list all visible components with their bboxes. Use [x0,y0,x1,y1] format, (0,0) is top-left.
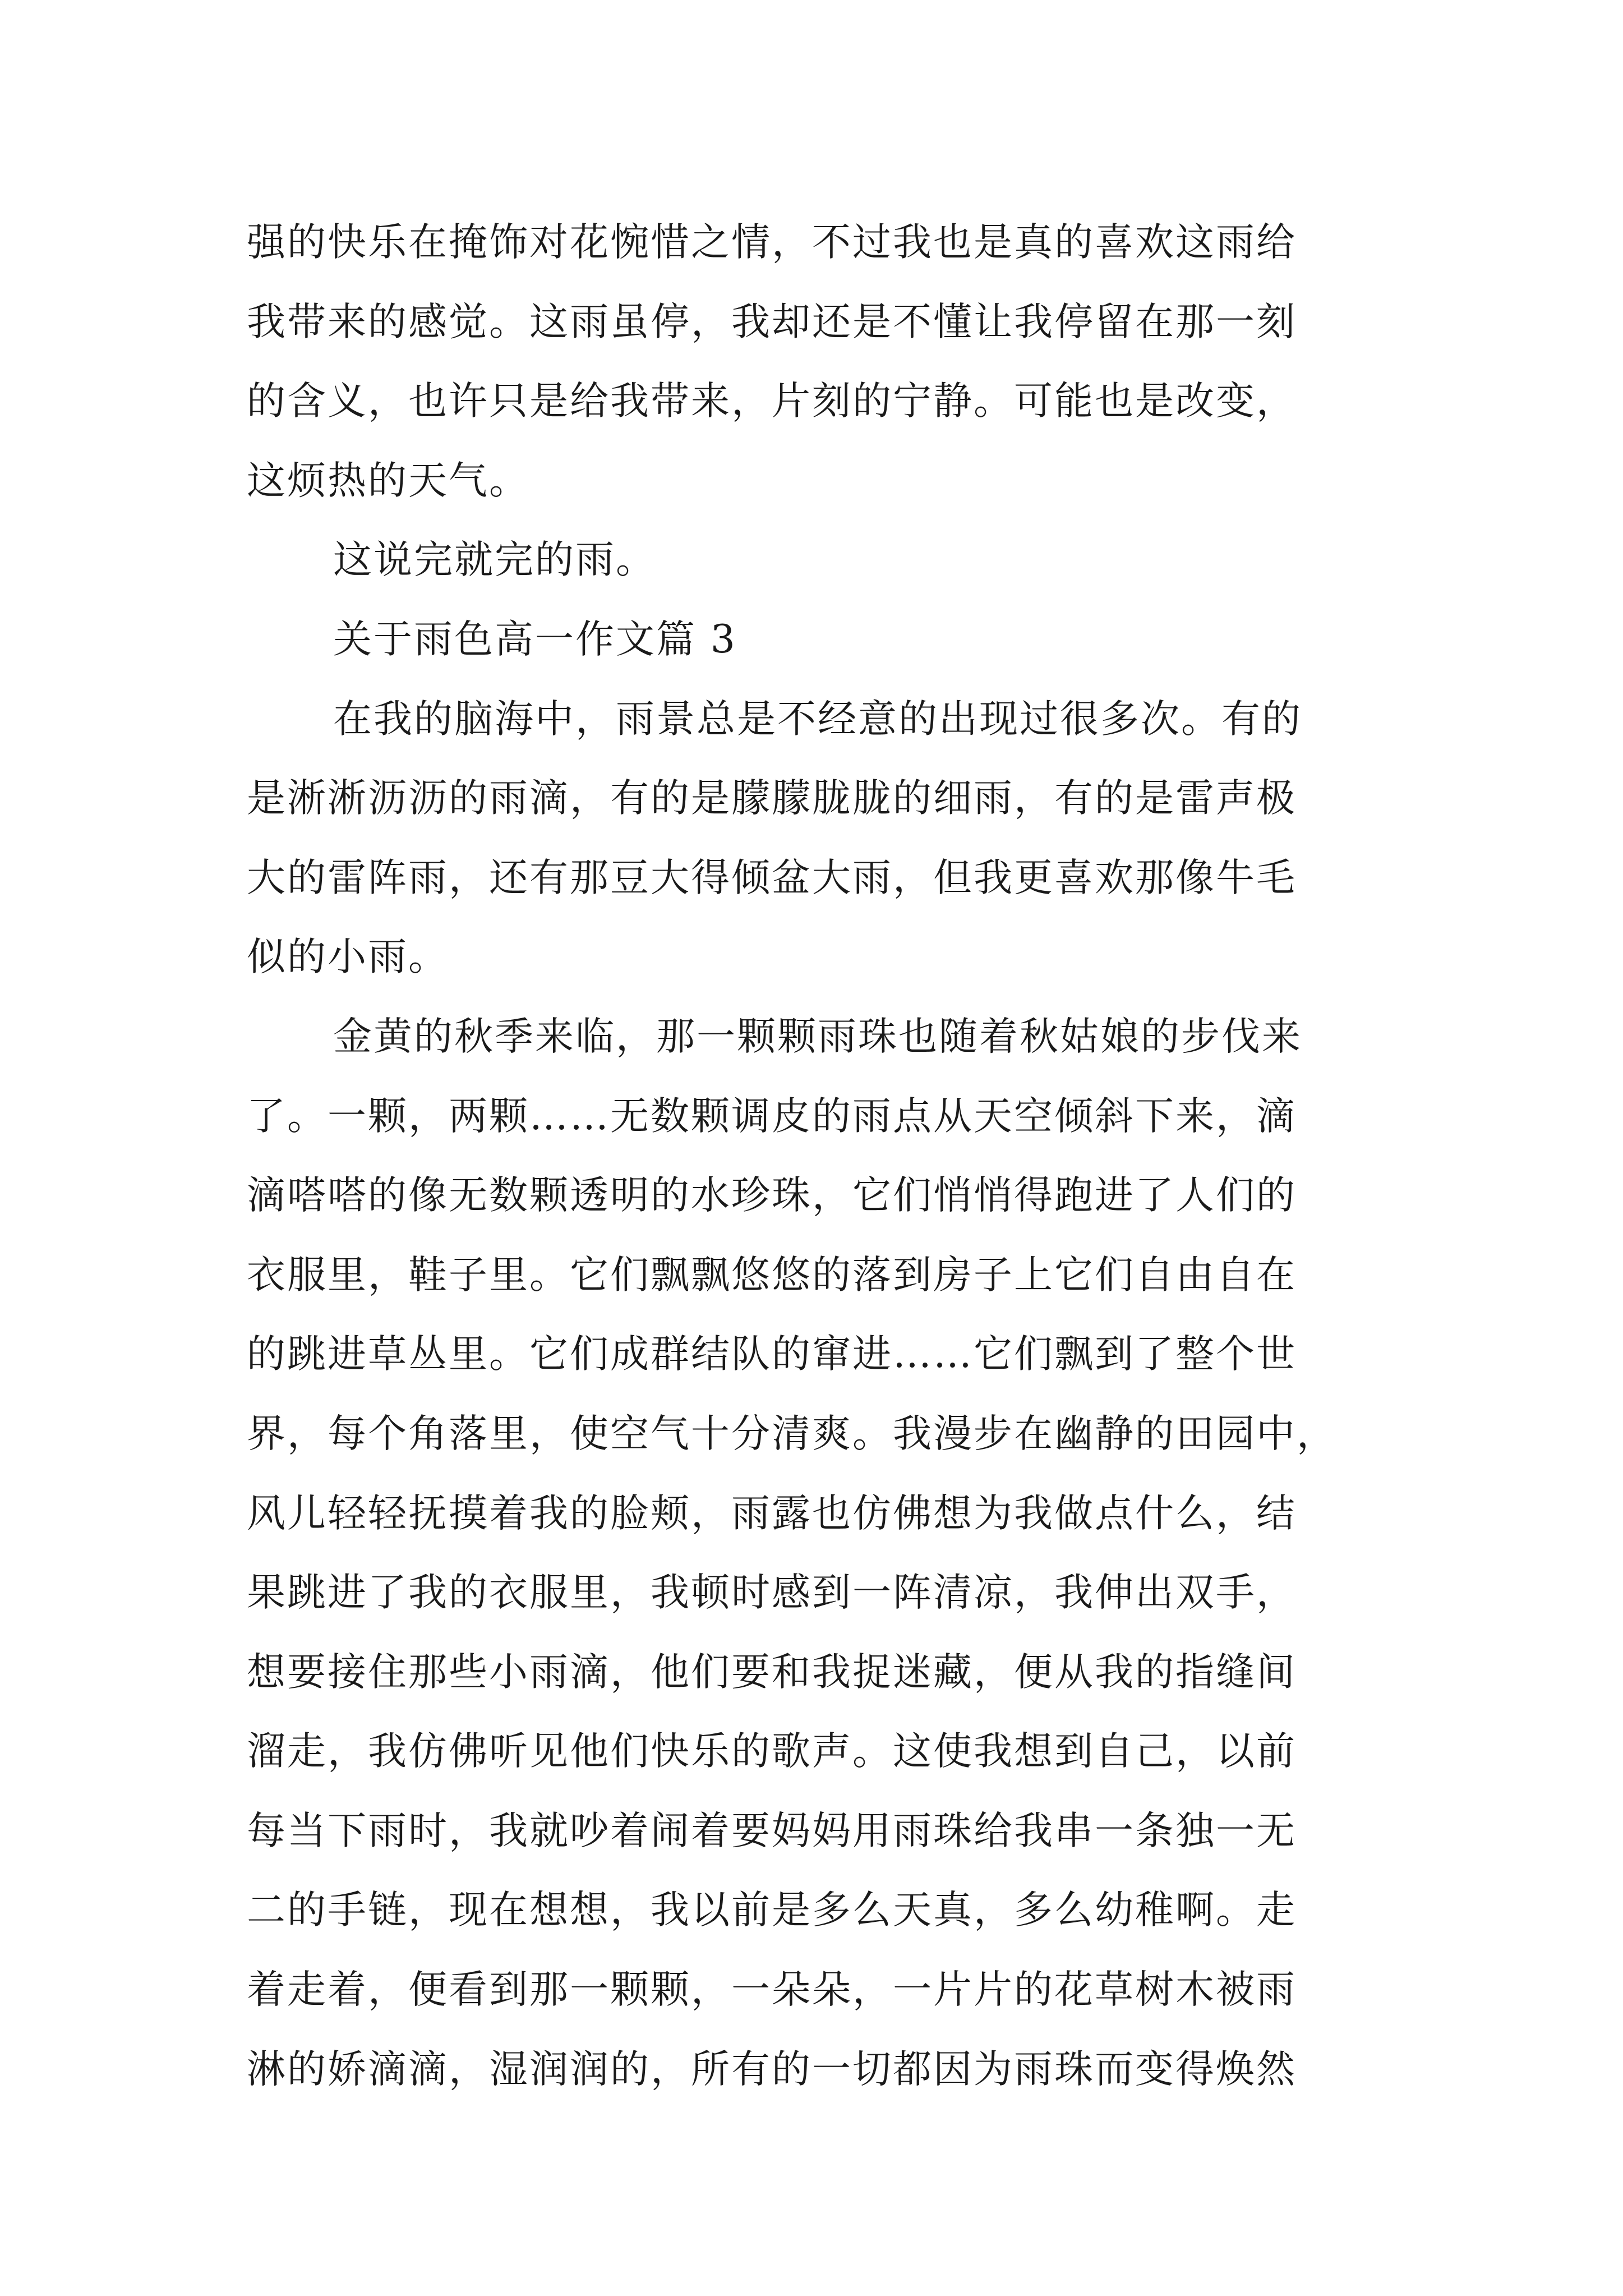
paragraph-3 [247,680,1413,997]
paragraph-1 [247,203,1413,521]
text-line: 这烦热的天气。 [247,458,529,503]
heading-line: 关于雨色高一作文篇 3 [333,616,737,662]
text-line: 二的手链，现在想想，我以前是多么天真，多么幼稚啊。走 [247,1888,1297,1933]
text-line: 衣服里，鞋子里。它们飘飘悠悠的落到房子上它们自由自在 [247,1252,1297,1297]
text-line: 我带来的感觉。这雨虽停，我却还是不懂让我停留在那一刻 [247,299,1297,344]
text-line: 在我的脑海中，雨景总是不经意的出现过很多次。有的 [333,696,1302,742]
paragraph-4 [247,997,1413,2109]
text-line: 想要接住那些小雨滴，他们要和我捉迷藏，便从我的指缝间 [247,1649,1297,1695]
text-line: 这说完就完的雨。 [333,537,656,583]
paragraph-2 [247,521,1413,600]
text-line: 着走着，便看到那一颗颗，一朵朵，一片片的花草树木被雨 [247,1967,1297,2013]
text-line: 风儿轻轻抚摸着我的脸颊，雨露也仿佛想为我做点什么，结 [247,1490,1297,1536]
text-line: 大的雷阵雨，还有那豆大得倾盆大雨，但我更喜欢那像牛毛 [247,855,1297,900]
text-line: 溜走，我仿佛听见他们快乐的歌声。这使我想到自己，以前 [247,1729,1297,1774]
text-line: 了。一颗，两颗……无数颗调皮的雨点从天空倾斜下来，滴 [247,1093,1297,1139]
text-line: 界，每个角落里，使空气十分清爽。我漫步在幽静的田园中， [247,1411,1337,1456]
document-body [247,203,1413,2109]
text-line: 果跳进了我的衣服里，我顿时感到一阵清凉，我伸出双手， [247,1570,1297,1616]
section-heading [247,600,1413,680]
text-line: 是淅淅沥沥的雨滴，有的是朦朦胧胧的细雨，有的是雷声极 [247,776,1297,821]
text-line: 每当下雨时，我就吵着闹着要妈妈用雨珠给我串一条独一无 [247,1808,1297,1853]
text-line: 淋的娇滴滴，湿润润的，所有的一切都因为雨珠而变得焕然 [247,2046,1297,2092]
text-line: 的跳进草丛里。它们成群结队的窜进……它们飘到了整个世 [247,1332,1297,1377]
text-line: 似的小雨。 [247,935,449,980]
text-line: 的含义，也许只是给我带来，片刻的宁静。可能也是改变， [247,379,1297,424]
text-line: 强的快乐在掩饰对花惋惜之情，不过我也是真的喜欢这雨给 [247,220,1297,265]
text-line: 滴嗒嗒的像无数颗透明的水珍珠，它们悄悄得跑进了人们的 [247,1173,1297,1218]
text-line: 金黄的秋季来临，那一颗颗雨珠也随着秋姑娘的步伐来 [333,1014,1302,1059]
